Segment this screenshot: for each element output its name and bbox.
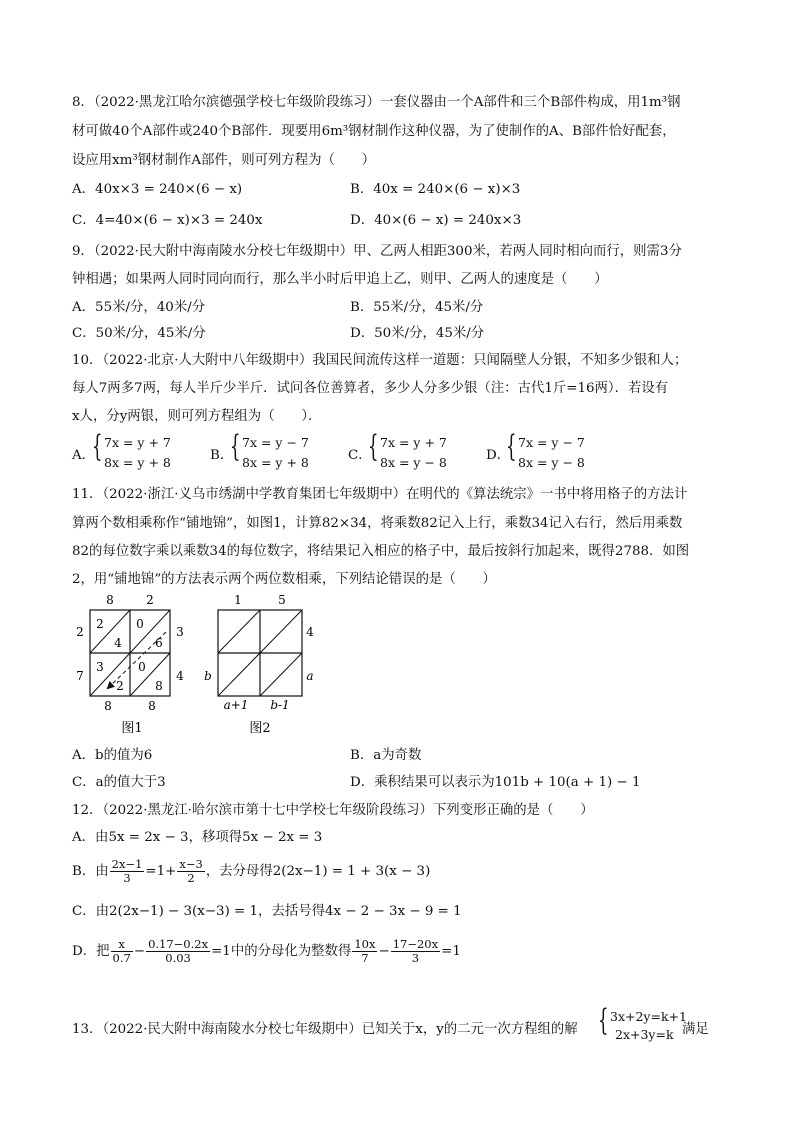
q9-line-1: 9．（2022·民大附中海南陵水分校七年级期中）甲、乙两人相距300米，若两人同时相向而行，则需3分	[72, 244, 682, 259]
q10-option-b-label: B．	[210, 448, 234, 463]
fig1-caption: 图1	[121, 721, 143, 736]
q9-line-2: 钟相遇；如果两人同时同向而行，那么半小时后甲追上乙，则甲、乙两人的速度是（ ）	[72, 272, 608, 287]
q8-line-1: 8．（2022·黑龙江哈尔滨德强学校七年级阶段练习）一套仪器由一个A部件和三个B部件构成，用1m³钢	[72, 95, 681, 110]
figure-2-lattice	[198, 592, 328, 742]
fig2-left-2: b	[204, 669, 212, 683]
q9-option-d: D．50米/分，45米/分	[350, 326, 485, 341]
fig1-bottom-1: 8	[104, 699, 112, 713]
q12-option-d	[72, 937, 461, 967]
q12-d-f1-num: x	[111, 938, 133, 952]
q10-option-a-eq1: 7x = y + 7	[104, 435, 171, 450]
q10-option-c-eq2: 8x = y − 8	[380, 455, 447, 470]
q13-system-brace: {	[598, 1003, 609, 1038]
q12-d-f3-den: 7	[361, 951, 369, 965]
q9-option-b: B．55米/分，45米/分	[350, 300, 484, 315]
q11-line-2: 算两个数相乘称作“铺地锦”，如图1，计算82×34，将乘数82记入上行，乘数34记入右行，然后用乘数	[72, 516, 683, 531]
q12-d-suffix: =1	[441, 944, 461, 959]
q12-d-fraction-2	[146, 938, 210, 965]
q12-b-f2-num: x−3	[179, 857, 203, 871]
q11-option-c: C．a的值大于3	[72, 775, 166, 790]
q13-system-eq2: 2x+3y=k	[615, 1027, 674, 1042]
fig1-right-1: 3	[176, 625, 184, 639]
q12-d-f2-den: 0.03	[165, 951, 191, 965]
q12-d-f4-num: 17−20x	[392, 937, 439, 951]
fig1-right-2: 4	[176, 669, 184, 683]
fig1-cell-12-tens: 0	[136, 617, 144, 631]
fig2-top-2: 5	[278, 593, 286, 607]
fig1-top-2: 2	[146, 593, 154, 607]
q12-b-f1-den: 3	[123, 871, 131, 885]
q11-line-1: 11．（2022·浙江·义乌市绣湖中学教育集团七年级期中）在明代的《算法统宗》一书中将用格子的方法计	[72, 487, 688, 502]
q12-line-1: 12．（2022·黑龙江·哈尔滨市第十七中学校七年级阶段练习）下列变形正确的是（ ）	[72, 803, 594, 818]
q9-option-c: C．50米/分，45米/分	[72, 326, 206, 341]
fig2-bottom-2: b-1	[270, 698, 290, 712]
q12-d-minus-2: −	[378, 944, 390, 959]
q12-b-f1-num: 2x−1	[111, 857, 143, 871]
q12-d-f2-num: 0.17−0.2x	[148, 937, 209, 951]
figure-1-lattice	[70, 592, 190, 742]
q12-d-f1-den: 0.7	[112, 951, 131, 965]
q13-system-eq1: 3x+2y=k+1	[610, 1009, 687, 1024]
q12-d-fraction-1	[111, 938, 133, 965]
q10-option-d-eq1: 7x = y − 7	[518, 435, 585, 450]
q13-line-1: 13．（2022·民大附中海南陵水分校七年级期中）已知关于x，y的二元一次方程组的解	[72, 1022, 578, 1037]
fig1-cell-22-ones: 8	[155, 679, 163, 693]
q10-option-d-label: D．	[486, 448, 511, 463]
fig2-right-1: 4	[306, 625, 314, 639]
q12-d-mid-text: =1中的分母化为整数得	[211, 944, 352, 959]
q11-option-a: A．b的值为6	[72, 748, 153, 763]
fig2-top-1: 1	[234, 593, 242, 607]
q12-option-a: A．由5x = 2x − 3，移项得5x − 2x = 3	[72, 830, 323, 845]
q12-b-prefix: B．由	[72, 864, 109, 879]
q12-option-b	[72, 857, 430, 887]
q12-d-f3-num: 10x	[354, 937, 376, 951]
q12-d-fraction-4	[391, 938, 440, 965]
q12-d-f4-den: 3	[411, 951, 420, 965]
q10-option-c-eq1: 7x = y + 7	[380, 435, 447, 450]
fig1-cell-11-ones: 4	[114, 636, 122, 650]
q10-option-d-eq2: 8x = y − 8	[518, 455, 585, 470]
fig1-cell-11-tens: 2	[96, 617, 104, 631]
fig2-diag-3	[218, 653, 260, 696]
q10-option-a-eq2: 8x = y + 8	[104, 455, 171, 470]
fig1-bottom-2: 8	[148, 699, 156, 713]
fig2-diag-4	[260, 653, 302, 696]
fig1-top-1: 8	[106, 593, 114, 607]
q12-b-fraction-2	[177, 858, 204, 885]
q9-option-a: A．55米/分，40米/分	[72, 300, 206, 315]
q10-line-2: 每人7两多7两，每人半斤少半斤．试问各位善算者，多少人分多少银（注：古代1斤=16两）．若设有	[72, 381, 669, 396]
fig1-cell-21-ones: 2	[116, 679, 124, 693]
q12-d-minus-1: −	[133, 944, 146, 959]
q11-option-d: D．乘积结果可以表示为101b + 10(a + 1) − 1	[350, 775, 641, 790]
q8-option-d: D．40×(6 − x) = 240x×3	[350, 213, 522, 228]
q10-option-c-label: C．	[348, 448, 372, 463]
q12-b-fraction-1	[110, 858, 145, 885]
q11-line-3: 82的每位数字乘以乘数34的每位数字，将结果记入相应的格子中，最后按斜行加起来，既得2788．如图	[72, 544, 690, 559]
q10-option-a-brace: {	[92, 429, 103, 464]
fig1-cell-21-tens: 3	[96, 660, 104, 674]
q10-option-d-brace: {	[506, 429, 517, 464]
q13-suffix: 满足	[682, 1022, 709, 1037]
fig2-bottom-1: a+1	[223, 698, 249, 712]
fig1-diag-4	[130, 653, 170, 696]
q12-b-f2-den: 2	[187, 871, 195, 885]
q12-b-mid: =1+	[145, 864, 177, 879]
fig1-cell-12-ones: 6	[155, 636, 163, 650]
fig2-diag-1	[218, 610, 260, 653]
q11-option-b: B．a为奇数	[350, 748, 422, 763]
q8-line-2: 材可做40个A部件或240个B部件．现要用6m³钢材制作这种仪器，为了使制作的A、B部件恰好配套，	[72, 124, 676, 139]
q10-line-1: 10．（2022·北京·人大附中八年级期中）我国民间流传这样一道题：只闻隔壁人分银，不知多少银和人；	[72, 353, 688, 368]
q8-option-c: C．4=40×(6 − x)×3 = 240x	[72, 213, 263, 228]
q8-option-b: B．40x = 240×(6 − x)×3	[350, 182, 521, 197]
q10-option-b-brace: {	[230, 429, 241, 464]
fig1-cell-22-tens: 0	[138, 660, 146, 674]
fig2-right-2: a	[306, 669, 314, 683]
q12-b-suffix: ，去分母得2(2x−1) = 1 + 3(x − 3)	[205, 864, 431, 879]
fig1-left-1: 2	[76, 625, 84, 639]
q10-option-b-eq2: 8x = y + 8	[242, 455, 309, 470]
q12-d-prefix: D．把	[72, 944, 110, 959]
q11-line-4: 2，用“铺地锦”的方法表示两个两位数相乘，下列结论错误的是（ ）	[72, 572, 496, 587]
q12-d-fraction-3	[352, 938, 377, 965]
fig1-left-2: 7	[76, 669, 84, 683]
q10-line-3: x人，分y两银，则可列方程组为（ ）．	[72, 409, 322, 424]
fig2-diag-2	[260, 610, 302, 653]
q12-option-c: C．由2(2x−1) − 3(x−3) = 1，去括号得4x − 2 − 3x − 9 = 1	[72, 904, 462, 919]
q10-option-c-brace: {	[368, 429, 379, 464]
q10-option-a-label: A．	[72, 448, 96, 463]
q8-option-a: A．40x×3 = 240×(6 − x)	[72, 182, 243, 197]
q8-line-3: 设应用xm³钢材制作A部件，则可列方程为（ ）	[72, 153, 376, 168]
q10-option-b-eq1: 7x = y − 7	[242, 435, 309, 450]
fig2-caption: 图2	[249, 721, 271, 736]
